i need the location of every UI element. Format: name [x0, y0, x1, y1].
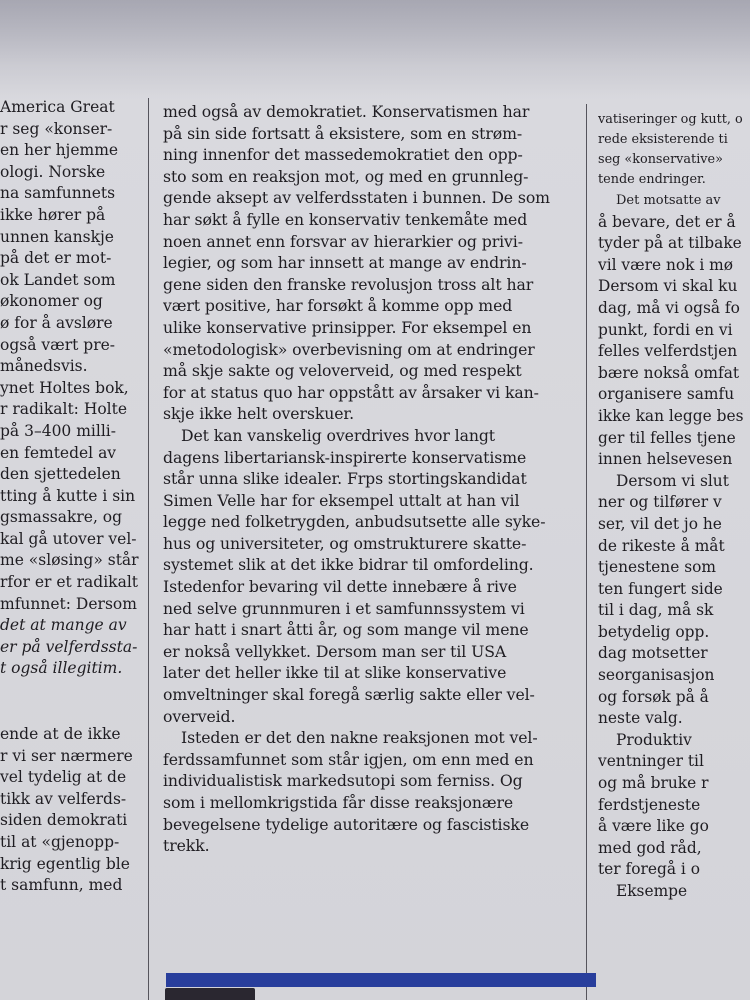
text-line: gsmassakre, og — [0, 508, 123, 527]
text-line: har søkt å fylle en konservativ tenkemåte med — [163, 209, 528, 229]
text-line: punkt, fordi en vi — [598, 320, 733, 339]
text-line: legge ned folketrygden, anbudsutsette alle syke- — [163, 512, 546, 532]
text-line: Det motsatte av — [616, 193, 721, 208]
text-line: en her hjemme — [0, 141, 119, 160]
text-line: ventninger til — [598, 752, 704, 771]
text-line: ø for å avsløre — [0, 313, 113, 332]
text-line: ten fungert side — [598, 579, 723, 598]
text-line: Eksempe — [616, 882, 688, 900]
text-line: ger til felles tjene — [598, 428, 736, 447]
section-divider-bar — [166, 973, 596, 987]
text-line: på 3–400 milli- — [0, 421, 116, 440]
middle-column — [163, 101, 595, 981]
right-column — [598, 110, 750, 1000]
text-line: Isteden er det den nakne reaksjonen mot vel- — [181, 728, 538, 748]
text-line: ok Landet som — [0, 270, 116, 289]
text-line: på det er mot- — [0, 249, 112, 268]
text-line: neste valg. — [598, 709, 683, 728]
text-line: med også av demokratiet. Konservatismen har — [163, 102, 530, 121]
text-line: tting å kutte i sin — [0, 486, 136, 505]
text-line: ning innenfor det massedemokratiet den opp- — [163, 145, 523, 165]
text-line: r radikalt: Holte — [0, 400, 128, 419]
text-line: vel tydelig at de — [0, 768, 127, 787]
text-line: ferdssamfunnet som står igjen, om enn med en — [163, 749, 534, 769]
text-line: vatiseringer og kutt, o — [598, 112, 743, 127]
text-line: unnen kanskje — [0, 227, 114, 246]
text-line: tende endringer. — [598, 172, 706, 187]
text-line: tjenestene som — [598, 558, 716, 577]
text-line: seorganisasjon — [598, 666, 715, 685]
column-divider — [148, 98, 149, 1000]
text-line: Istedenfor bevaring vil dette innebære å rive — [163, 577, 517, 597]
text-line: ende at de ikke — [0, 725, 121, 744]
text-line: omveltninger skal foregå særlig sakte eller vel- — [163, 685, 535, 705]
text-line: hus og universiteter, og omstrukturere skatte- — [163, 533, 527, 553]
text-line: later det heller ikke til at slike konservative — [163, 663, 507, 683]
text-line: til i dag, må sk — [598, 601, 714, 620]
text-line: siden demokrati — [0, 811, 128, 830]
text-line: med god råd, — [598, 838, 702, 857]
text-line: bære nokså omfat — [598, 363, 740, 382]
text-line: bevegelsene tydelige autoritære og fascistiske — [163, 814, 530, 834]
text-line: ter foregå i o — [598, 860, 700, 879]
text-line: Simen Velle har for eksempel uttalt at han vil — [163, 490, 520, 510]
text-line: individualistisk markedsutopi som ferniss. Og — [163, 771, 523, 791]
text-line: dag, må vi også fo — [598, 298, 740, 317]
text-line: Dersom vi slut — [616, 471, 729, 490]
text-line: vært positive, har forsøkt å komme opp med — [163, 296, 513, 316]
text-line: trekk. — [163, 836, 210, 856]
text-line: t samfunn, med — [0, 876, 123, 895]
text-line: ner og tilfører v — [598, 493, 722, 512]
text-line: rfor er et radikalt — [0, 573, 139, 592]
text-line: vil være nok i mø — [598, 255, 734, 274]
text-line: må skje sakte og veloverveid, og med respekt — [163, 361, 522, 381]
text-line: skje ikke helt overskuer. — [163, 404, 354, 424]
text-line: står unna slike idealer. Frps stortingskandidat — [163, 469, 527, 489]
page-fold-shadow — [0, 0, 750, 95]
text-line: krig egentlig ble — [0, 854, 130, 873]
text-line: mfunnet: Dersom — [0, 594, 137, 613]
text-line: har hatt i snart åtti år, og som mange vil mene — [163, 620, 529, 640]
text-line: på sin side fortsatt å eksistere, som en strøm- — [163, 123, 523, 143]
text-line: og forsøk på å — [598, 687, 709, 706]
text-line: ikke hører på — [0, 205, 106, 224]
text-line: overveid. — [163, 706, 236, 726]
text-line: seg «konservative» — [598, 152, 723, 167]
text-line: na samfunnets — [0, 184, 116, 203]
text-line: betydelig opp. — [598, 622, 710, 641]
text-line: den sjettedelen — [0, 465, 121, 484]
text-line: ferdstjeneste — [598, 795, 701, 814]
text-line: innen helsevesen — [598, 450, 733, 469]
text-line: r seg «konser- — [0, 119, 113, 138]
text-line: Det kan vanskelig overdrives hvor langt — [181, 425, 495, 445]
text-line: sto som en reaksjon mot, og med en grunnleg- — [163, 166, 529, 186]
text-line: er på velferdssta- — [0, 637, 138, 656]
text-line: gene siden den franske revolusjon tross alt har — [163, 274, 534, 294]
text-line: til at «gjenopp- — [0, 833, 120, 851]
text-line: organisere samfu — [598, 385, 735, 404]
text-line: gende aksept av velferdsstaten i bunnen. De som — [163, 188, 550, 208]
paragraph-gap — [0, 680, 141, 724]
text-line: r vi ser nærmere — [0, 746, 133, 765]
text-line: de rikeste å måt — [598, 536, 725, 555]
text-line: kal gå utover vel- — [0, 529, 137, 548]
text-line: å bevare, det er å — [598, 212, 736, 231]
text-line: America Great — [0, 98, 115, 116]
left-column — [0, 97, 141, 1000]
text-line: ikke kan legge bes — [598, 406, 744, 425]
text-line: også vært pre- — [0, 335, 116, 354]
text-line: Dersom vi skal ku — [598, 277, 738, 296]
text-line: økonomer og — [0, 292, 103, 311]
text-line: for at status quo har oppstått av årsaker vi kan- — [163, 382, 539, 402]
text-line: noen annet enn forsvar av hierarkier og privi- — [163, 231, 523, 251]
text-line: «metodologisk» overbevisning om at endringer — [163, 339, 535, 359]
text-line: tikk av velferds- — [0, 789, 127, 808]
text-line: som i mellomkrigstida får disse reaksjonære — [163, 793, 514, 812]
column-divider — [586, 104, 587, 1000]
text-line: ynet Holtes bok, — [0, 378, 129, 397]
text-line: det at mange av — [0, 616, 127, 635]
text-line: ned selve grunnmuren i et samfunnssystem vi — [163, 598, 525, 618]
text-line: t også illegitim. — [0, 659, 123, 678]
text-line: felles velferdstjen — [598, 342, 738, 361]
text-line: dag motsetter — [598, 644, 708, 663]
text-line: ser, vil det jo he — [598, 514, 722, 533]
text-line: ulike konservative prinsipper. For eksempel en — [163, 317, 532, 337]
text-line: å være like go — [598, 817, 709, 836]
text-line: tyder på at tilbake — [598, 234, 742, 253]
text-line: legier, og som har innsett at mange av endrin- — [163, 253, 527, 273]
text-line: og må bruke r — [598, 774, 709, 793]
cut-off-heading-fragment — [165, 988, 255, 1000]
text-line: en femtedel av — [0, 443, 117, 462]
text-line: rede eksisterende ti — [598, 132, 728, 147]
text-line: er nokså vellykket. Dersom man ser til USA — [163, 641, 507, 661]
text-line: ologi. Norske — [0, 162, 106, 181]
text-line: dagens libertariansk-inspirerte konservatisme — [163, 447, 527, 467]
text-line: me «sløsing» står — [0, 551, 139, 570]
text-line: månedsvis. — [0, 357, 88, 376]
text-line: Produktiv — [616, 730, 692, 749]
text-line: systemet slik at det ikke bidrar til omfordeling. — [163, 555, 534, 575]
